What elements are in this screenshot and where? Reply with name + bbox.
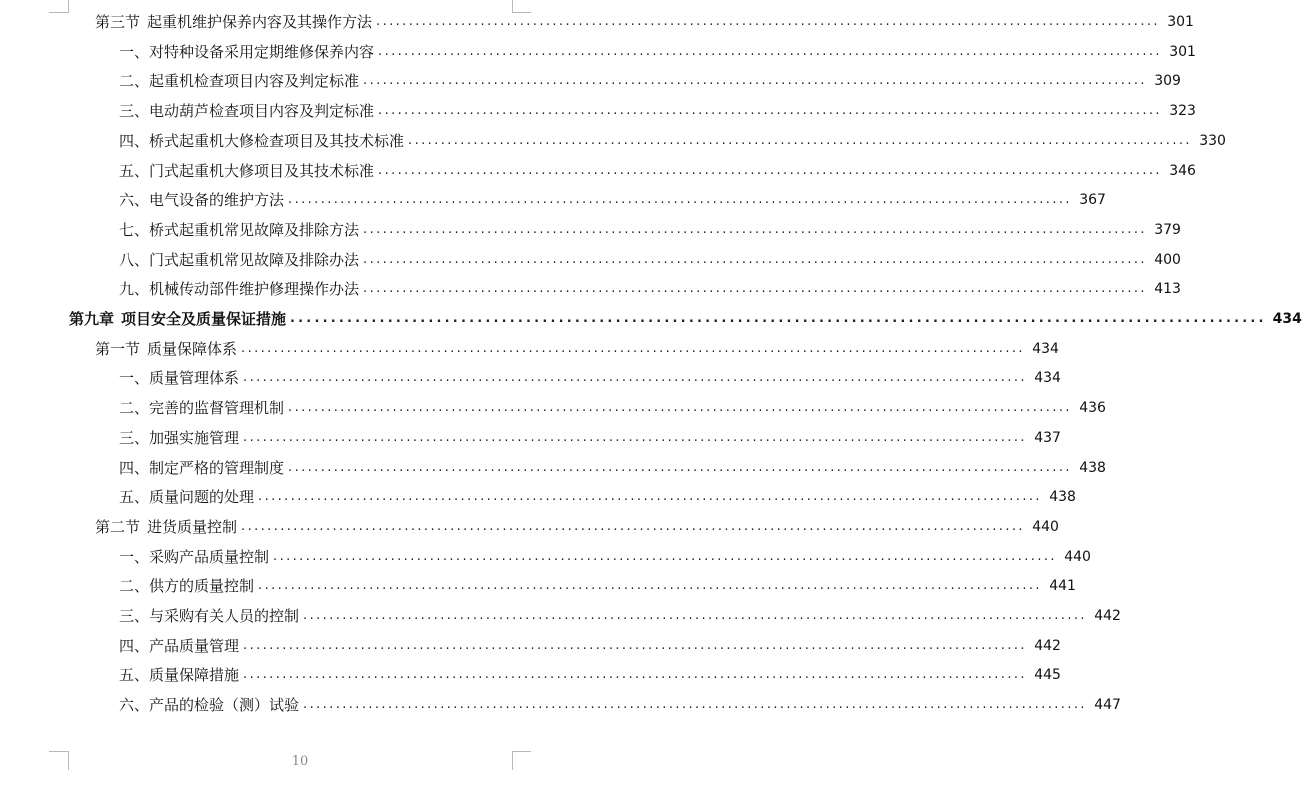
toc-entry-page: 434 (1034, 370, 1061, 386)
toc-entry-page: 413 (1154, 281, 1181, 297)
toc-entry-page: 447 (1094, 697, 1121, 713)
toc-entry-item[interactable] (119, 366, 1061, 390)
toc-entry-title: 制定严格的管理制度 (149, 459, 285, 477)
toc-entry-title: 门式起重机大修项目及其技术标准 (149, 162, 375, 180)
toc-entry-title: 对特种设备采用定期维修保养内容 (149, 43, 375, 61)
toc-entry-number: 第九章 (69, 310, 115, 328)
toc-entry-item[interactable] (119, 634, 1061, 658)
toc-entry-title: 与采购有关人员的控制 (149, 607, 300, 625)
toc-entry-page: 438 (1079, 460, 1106, 476)
toc-entry-item[interactable] (119, 693, 1121, 717)
dot-leader: ........................................................................................................................ (363, 222, 1147, 237)
toc-entry-page: 309 (1154, 73, 1181, 89)
toc-entry-number: 六、 (119, 191, 150, 209)
toc-entry-page: 323 (1169, 103, 1196, 119)
dot-leader: ........................................................................................................................ (363, 73, 1147, 88)
toc-entry-page: 442 (1094, 608, 1121, 624)
dot-leader: ........................................................................................................................ (241, 341, 1025, 356)
dot-leader: ........................................................................................................................ (241, 519, 1025, 534)
dot-leader: ........................................................................................................................ (378, 103, 1162, 118)
toc-entry-number: 七、 (119, 221, 150, 239)
toc-entry-number: 四、 (119, 132, 150, 150)
toc-entry-number: 一、 (119, 548, 150, 566)
dot-leader: ........................................................................................................................ (303, 608, 1087, 623)
crop-mark-bottom-right (512, 751, 531, 752)
toc-entry-title: 质量保障措施 (149, 666, 240, 684)
toc-entry-title: 完善的监督管理机制 (149, 399, 285, 417)
toc-entry-title: 机械传动部件维护修理操作办法 (149, 280, 360, 298)
toc-entry-title: 桥式起重机大修检查项目及其技术标准 (149, 132, 405, 150)
toc-entry-page: 434 (1272, 311, 1302, 327)
toc-entry-number: 二、 (119, 72, 150, 90)
crop-mark-top-left (68, 0, 69, 13)
toc-entry-item[interactable] (119, 99, 1196, 123)
dot-leader: ........................................................................................................................ (288, 400, 1072, 415)
toc-entry-number: 六、 (119, 696, 150, 714)
toc-entry-page: 440 (1064, 549, 1091, 565)
dot-leader: ........................................................................................................................ (378, 163, 1162, 178)
page-number: 10 (291, 754, 309, 769)
toc-entry-page: 436 (1079, 400, 1106, 416)
toc-entry-item[interactable] (119, 188, 1106, 212)
toc-entry-page: 301 (1167, 14, 1194, 30)
toc-entry-item[interactable] (119, 40, 1196, 64)
toc-entry-section[interactable] (95, 337, 1059, 361)
dot-leader: ........................................................................................................................ (243, 370, 1027, 385)
toc-entry-title: 门式起重机常见故障及排除办法 (149, 251, 360, 269)
toc-entry-item[interactable] (119, 574, 1076, 598)
toc-entry-item[interactable] (119, 396, 1106, 420)
toc-entry-page: 330 (1199, 133, 1226, 149)
toc-entry-title: 加强实施管理 (149, 429, 240, 447)
toc-entry-number: 五、 (119, 162, 150, 180)
dot-leader: ........................................................................................................................ (258, 489, 1042, 504)
toc-entry-page: 367 (1079, 192, 1106, 208)
dot-leader: ........................................................................................................................ (363, 252, 1147, 267)
toc-entry-title: 项目安全及质量保证措施 (121, 310, 287, 328)
toc-entry-title: 产品的检验（测）试验 (149, 696, 300, 714)
toc-entry-page: 379 (1154, 222, 1181, 238)
toc-entry-section[interactable] (95, 515, 1059, 539)
dot-leader: ........................................................................................................................ (303, 697, 1087, 712)
toc-entry-title: 桥式起重机常见故障及排除方法 (149, 221, 360, 239)
toc-entry-number: 一、 (119, 369, 150, 387)
toc-entry-section[interactable] (95, 10, 1194, 34)
dot-leader: ........................................................................................................................ (290, 311, 1267, 326)
dot-leader: ........................................................................................................................ (273, 549, 1057, 564)
toc-entry-page: 437 (1034, 430, 1061, 446)
toc-entry-title: 产品质量管理 (149, 637, 240, 655)
toc-entry-page: 442 (1034, 638, 1061, 654)
toc-entry-item[interactable] (119, 485, 1076, 509)
dot-leader: ........................................................................................................................ (408, 133, 1192, 148)
dot-leader: ........................................................................................................................ (288, 460, 1072, 475)
toc-entry-number: 九、 (119, 280, 150, 298)
toc-entry-item[interactable] (119, 545, 1091, 569)
toc-entry-number: 三、 (119, 429, 150, 447)
dot-leader: ........................................................................................................................ (378, 44, 1162, 59)
toc-entry-number: 二、 (119, 577, 150, 595)
toc-entry-page: 438 (1049, 489, 1076, 505)
toc-entry-item[interactable] (119, 69, 1181, 93)
toc-entry-number: 第三节 (95, 13, 141, 31)
toc-entry-page: 301 (1169, 44, 1196, 60)
toc-entry-item[interactable] (119, 426, 1061, 450)
toc-entry-number: 二、 (119, 399, 150, 417)
toc-entry-number: 四、 (119, 637, 150, 655)
dot-leader: ........................................................................................................................ (288, 192, 1072, 207)
toc-entry-page: 441 (1049, 578, 1076, 594)
toc-entry-title: 起重机检查项目内容及判定标准 (149, 72, 360, 90)
toc-entry-number: 四、 (119, 459, 150, 477)
toc-entry-title: 质量管理体系 (149, 369, 240, 387)
toc-entry-page: 400 (1154, 252, 1181, 268)
crop-mark-top-left (49, 12, 68, 13)
toc-entry-item[interactable] (119, 248, 1181, 272)
toc-entry-title: 起重机维护保养内容及其操作方法 (147, 13, 373, 31)
toc-entry-number: 第二节 (95, 518, 141, 536)
toc-entry-item[interactable] (119, 604, 1121, 628)
toc-entry-item[interactable] (119, 129, 1226, 153)
toc-entry-number: 第一节 (95, 340, 141, 358)
toc-entry-item[interactable] (119, 456, 1106, 480)
toc-entry-item[interactable] (119, 218, 1181, 242)
toc-entry-item[interactable] (119, 277, 1181, 301)
toc-entry-number: 五、 (119, 488, 150, 506)
dot-leader: ........................................................................................................................ (258, 578, 1042, 593)
toc-entry-title: 质量保障体系 (147, 340, 238, 358)
toc-entry-page: 434 (1032, 341, 1059, 357)
toc-entry-title: 质量问题的处理 (149, 488, 255, 506)
toc-entry-title: 电气设备的维护方法 (149, 191, 285, 209)
dot-leader: ........................................................................................................................ (363, 281, 1147, 296)
toc-entry-page: 440 (1032, 519, 1059, 535)
toc-entry-chapter[interactable] (69, 307, 1302, 331)
crop-mark-bottom-left (49, 751, 68, 752)
toc-entry-page: 445 (1034, 667, 1061, 683)
toc-entry-title: 进货质量控制 (147, 518, 238, 536)
toc-entry-number: 一、 (119, 43, 150, 61)
toc-entry-item[interactable] (119, 663, 1061, 687)
dot-leader: ........................................................................................................................ (376, 14, 1160, 29)
toc-entry-page: 346 (1169, 163, 1196, 179)
toc-entry-item[interactable] (119, 159, 1196, 183)
toc-entry-number: 三、 (119, 607, 150, 625)
toc-entry-title: 供方的质量控制 (149, 577, 255, 595)
toc-entry-number: 三、 (119, 102, 150, 120)
toc-entry-title: 电动葫芦检查项目内容及判定标准 (149, 102, 375, 120)
dot-leader: ........................................................................................................................ (243, 430, 1027, 445)
dot-leader: ........................................................................................................................ (243, 667, 1027, 682)
toc-entry-number: 八、 (119, 251, 150, 269)
dot-leader: ........................................................................................................................ (243, 638, 1027, 653)
toc-entry-title: 采购产品质量控制 (149, 548, 270, 566)
toc-entry-number: 五、 (119, 666, 150, 684)
